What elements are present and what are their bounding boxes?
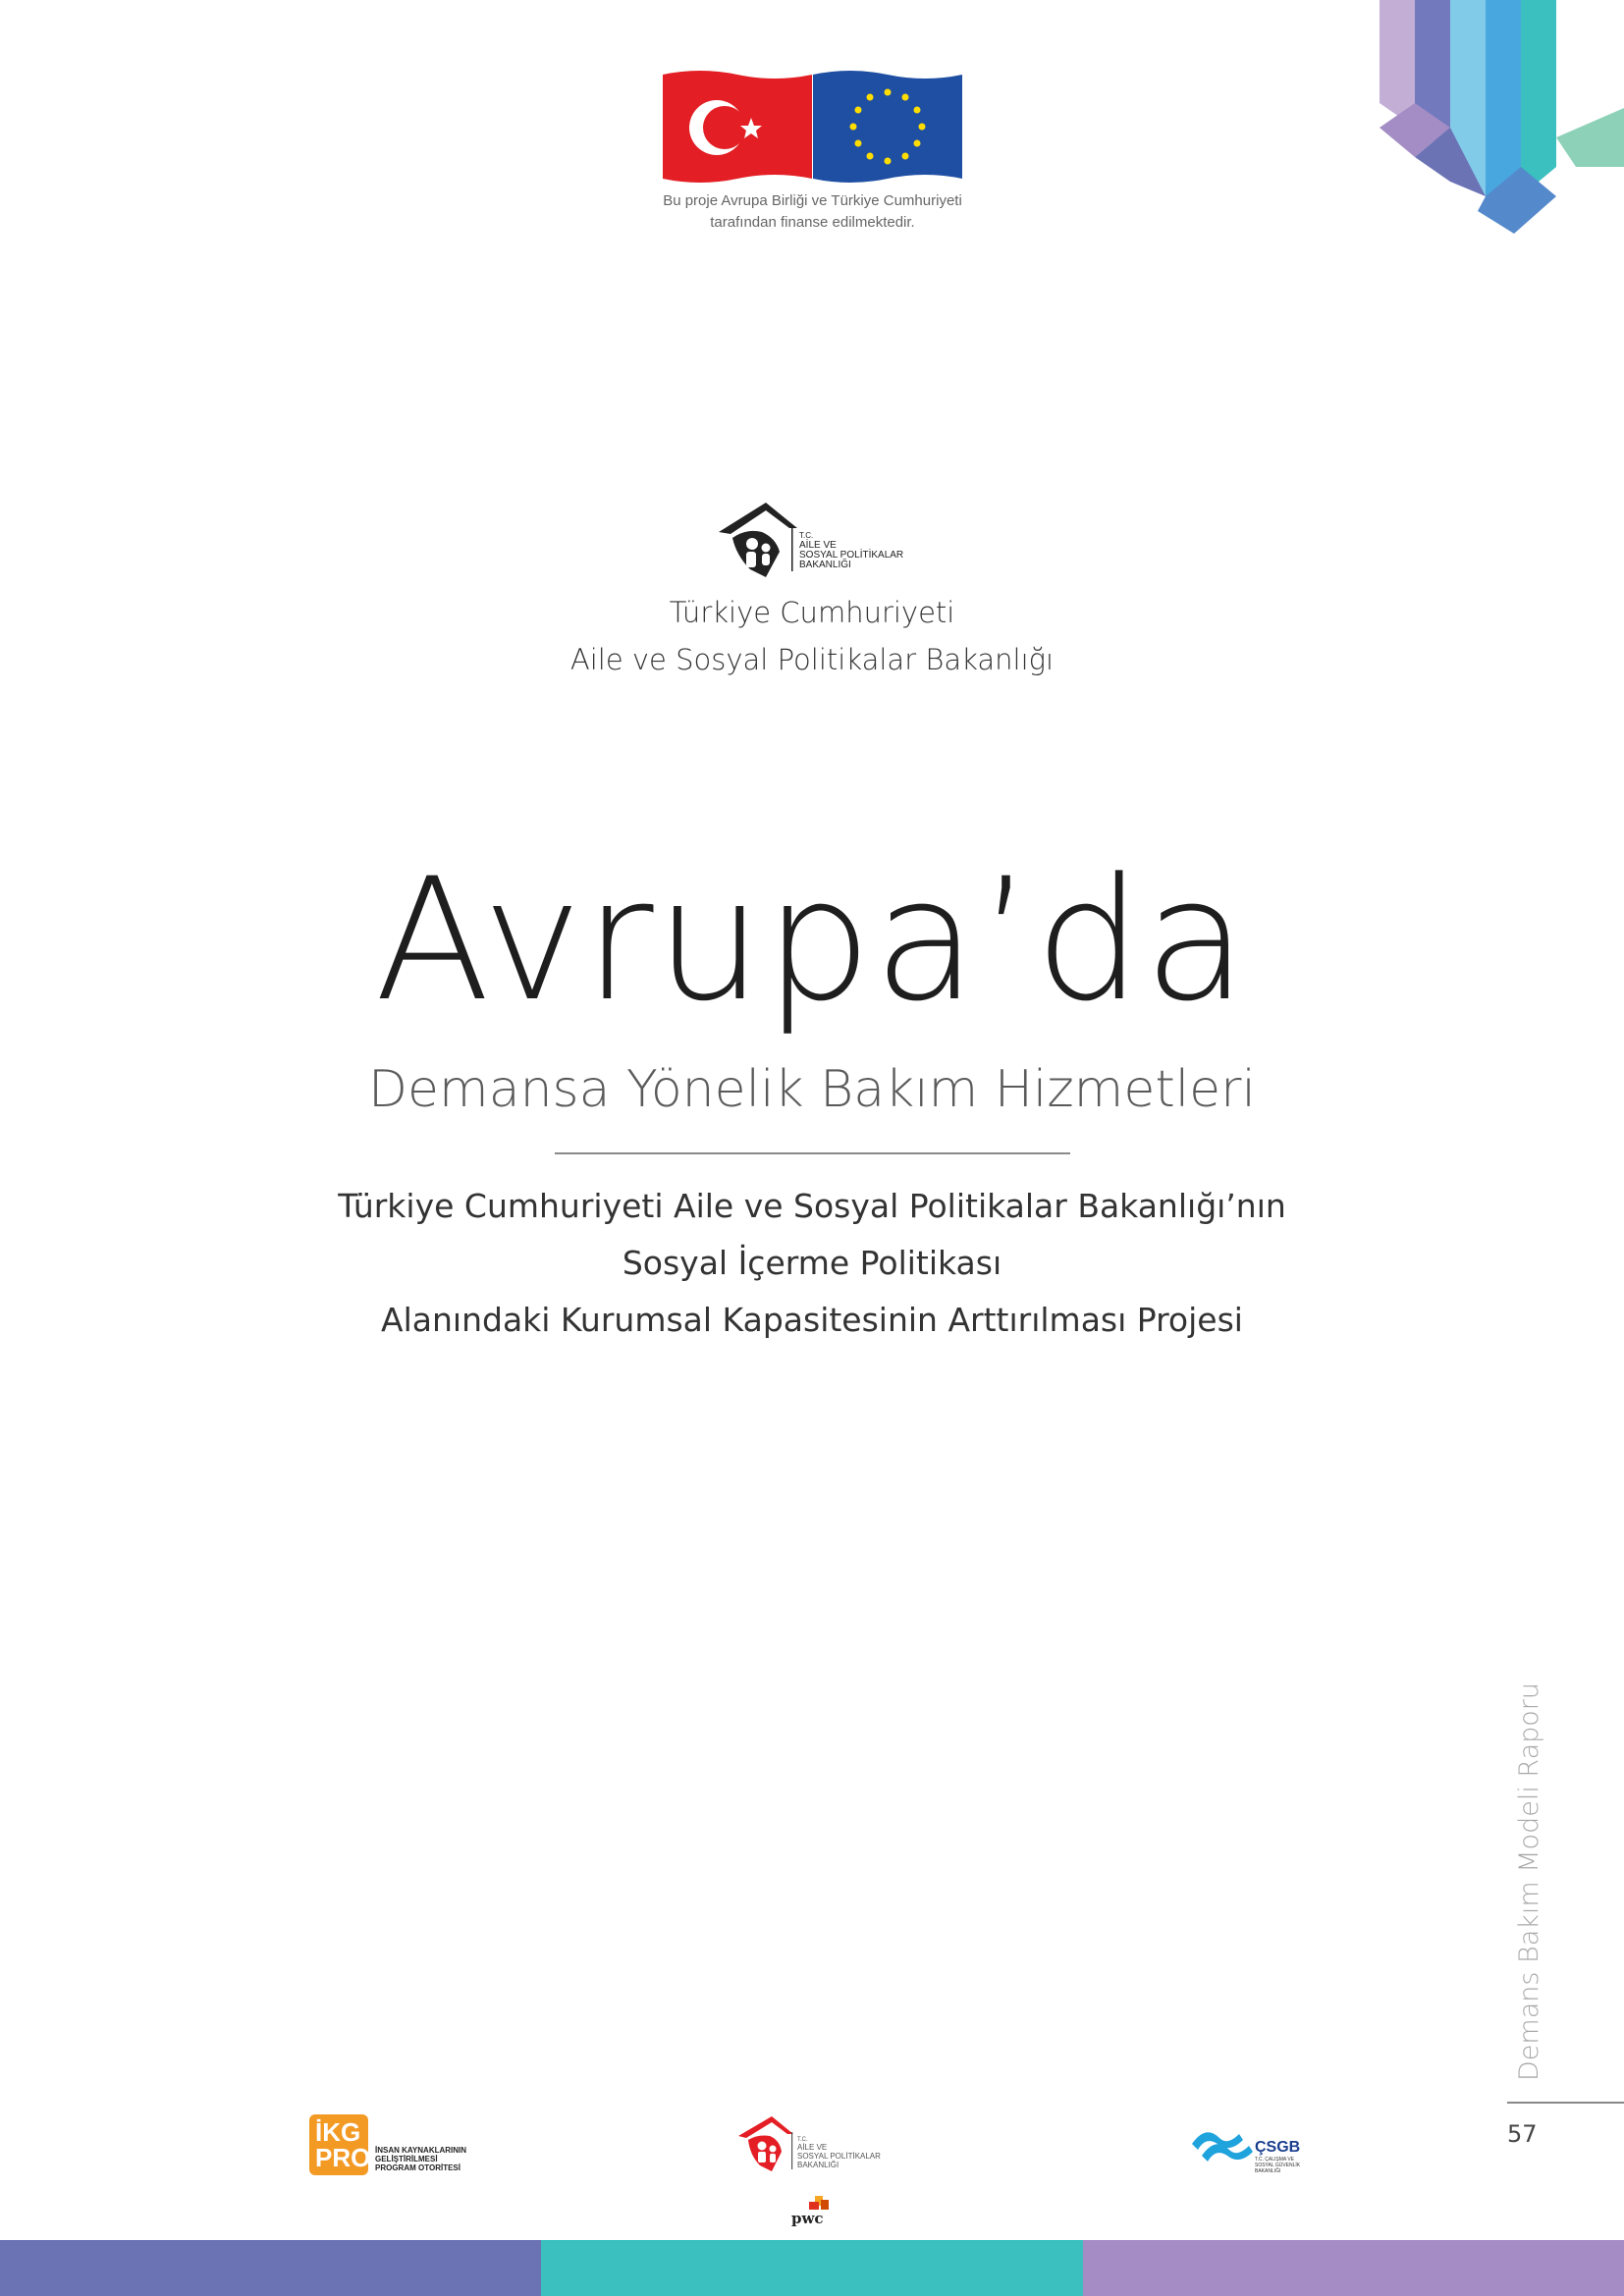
ministry-line-1: Türkiye Cumhuriyeti: [669, 596, 955, 629]
csgb-sub-2: SOSYAL GÜVENLİK: [1255, 2163, 1301, 2168]
project-description: [223, 1178, 1401, 1349]
funding-note-line-1: Bu proje Avrupa Birliği ve Türkiye Cumhuriyeti: [663, 192, 962, 209]
document-subtitle: Demansa Yönelik Bakım Hizmetleri: [368, 1060, 1256, 1119]
asp-footer-text-4: BAKANLIĞI: [797, 2161, 839, 2169]
funding-note-line-2: tarafından finanse edilmektedir.: [710, 214, 915, 231]
ikg-caption: [375, 2146, 483, 2172]
csgb-sub-3: BAKANLIĞI: [1255, 2168, 1281, 2174]
ikg-badge: [309, 2114, 371, 2175]
report-title-text: Demans Bakım Modeli Raporu: [1514, 1682, 1544, 2081]
asp-footer-text-1: T.C.: [797, 2137, 808, 2143]
funding-note: [565, 190, 1060, 234]
csgb-logo: [1188, 2114, 1321, 2175]
project-line-1: Türkiye Cumhuriyeti Aile ve Sosyal Politikalar Bakanlığı’nın: [338, 1187, 1286, 1225]
csgb-wordmark: ÇSGB: [1255, 2139, 1301, 2156]
corner-decoration: [1380, 0, 1624, 236]
ikg-caption-line-1: İNSAN KAYNAKLARININ: [375, 2146, 467, 2155]
strip-segment-right: [1083, 2240, 1624, 2296]
page-number: 57: [1507, 2120, 1538, 2148]
pwc-logo: [785, 2194, 839, 2233]
ministry-logo-text-3: SOSYAL POLİTİKALAR: [799, 550, 904, 561]
pwc-wordmark: pwc: [791, 2210, 824, 2227]
ministry-line-2: Aile ve Sosyal Politikalar Bakanlığı: [569, 643, 1055, 676]
bottom-color-strip: [0, 2240, 1624, 2296]
ministry-logo-text-4: BAKANLIĞI: [799, 560, 851, 570]
ministry-logo-text-1: T.C.: [799, 531, 814, 540]
project-line-3: Alanındaki Kurumsal Kapasitesinin Arttırılması Projesi: [381, 1301, 1243, 1339]
project-line-2: Sosyal İçerme Politikası: [622, 1244, 1002, 1282]
asp-footer-text-3: SOSYAL POLİTİKALAR: [797, 2152, 881, 2161]
ministry-logo-text-2: AİLE VE: [799, 540, 837, 551]
asp-footer-text-2: AİLE VE: [797, 2143, 828, 2152]
ministry-name: [419, 589, 1205, 683]
page-number-rule: [1507, 2102, 1624, 2104]
csgb-sub-1: T.C. ÇALIŞMA VE: [1255, 2157, 1295, 2163]
document-title: Avrupa’da: [374, 841, 1250, 1039]
strip-segment-left: [0, 2240, 541, 2296]
tr-eu-flags: [663, 67, 962, 187]
ministry-logo: [717, 499, 913, 579]
ikg-badge-line-2: PRO: [315, 2143, 371, 2172]
strip-segment-middle: [541, 2240, 1082, 2296]
title-divider: [555, 1152, 1070, 1154]
report-title-vertical: [1488, 1682, 1566, 2081]
ikg-pro-logo: [309, 2114, 476, 2175]
eu-flag: [813, 71, 962, 183]
ikg-caption-line-2: GELİŞTİRİLMESİ: [375, 2155, 438, 2163]
asp-footer-logo: [736, 2114, 893, 2173]
ikg-badge-line-1: İKG: [315, 2117, 361, 2147]
ikg-caption-line-3: PROGRAM OTORİTESİ: [375, 2163, 460, 2172]
